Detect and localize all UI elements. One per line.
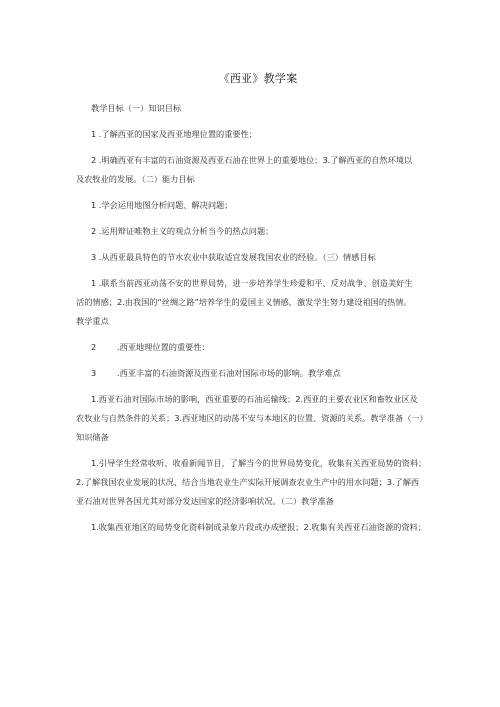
paragraph-line: 2 .明确西亚有丰富的石油资源及西亚石油在世界上的重要地位；3.了解西亚的自然环境以 (91, 155, 413, 165)
paragraph-line: 农牧业与自然条件的关系；3.西亚地区的动荡不安与本地区的位置、资源的关系。教学准备（一） (76, 413, 428, 423)
document-title: 《西亚》教学案 (218, 72, 298, 85)
section-heading-key-points: 教学重点 (76, 316, 109, 326)
paragraph-line: 3 .从西亚最具特色的节水农业中获取适宜发展我国农业的经验。（三）情感目标 (91, 252, 376, 262)
paragraph-line: 3 .西亚丰富的石油资源及西亚石油对国际市场的影响。教学难点 (91, 368, 341, 378)
paragraph-line: 2 .西亚地理位置的重要性： (91, 342, 210, 352)
paragraph-line: 2.了解我国农业发展的状况，结合当地农业生产实际开展调查农业生产中的用水问题；3.了解西 (76, 477, 420, 487)
paragraph-line: 亚石油对世界各国尤其对部分发达国家的经济影响状况。（二）教学准备 (76, 496, 334, 506)
paragraph-line: 及农牧业的发展。（二）能力目标 (76, 174, 195, 184)
section-heading-objectives: 教学目标（一）知识目标 (91, 103, 182, 113)
paragraph-line: 知识储备 (76, 432, 109, 442)
paragraph-line: 1 .学会运用地图分析问题、解决问题； (91, 200, 233, 210)
paragraph-line: 1.引导学生经常收听、收看新闻节目，了解当今的世界局势变化，收集有关西亚局势的资料； (91, 458, 427, 468)
paragraph-line: 活的情感；2.由我国的“丝绸之路”培养学生的爱国主义情感，激发学生努力建设祖国的热情。 (76, 297, 412, 307)
paragraph-line: 1 .了解西亚的国家及西亚地理位置的重要性； (91, 129, 257, 139)
paragraph-line: 1 .联系当前西亚动荡不安的世界局势，进一步培养学生珍爱和平、反对战争、创造美好生 (91, 278, 413, 288)
paragraph-line: 1.收集西亚地区的局势变化资料制成录象片段或办成壁报；2.收集有关西亚石油资源的资料； (91, 522, 426, 532)
paragraph-line: 1.西亚石油对国际市场的影响，西亚重要的石油运输线；2.西亚的主要农业区和畜牧业区及 (91, 394, 418, 404)
paragraph-line: 2 .运用辩证唯物主义的观点分析当今的热点问题； (91, 226, 274, 236)
